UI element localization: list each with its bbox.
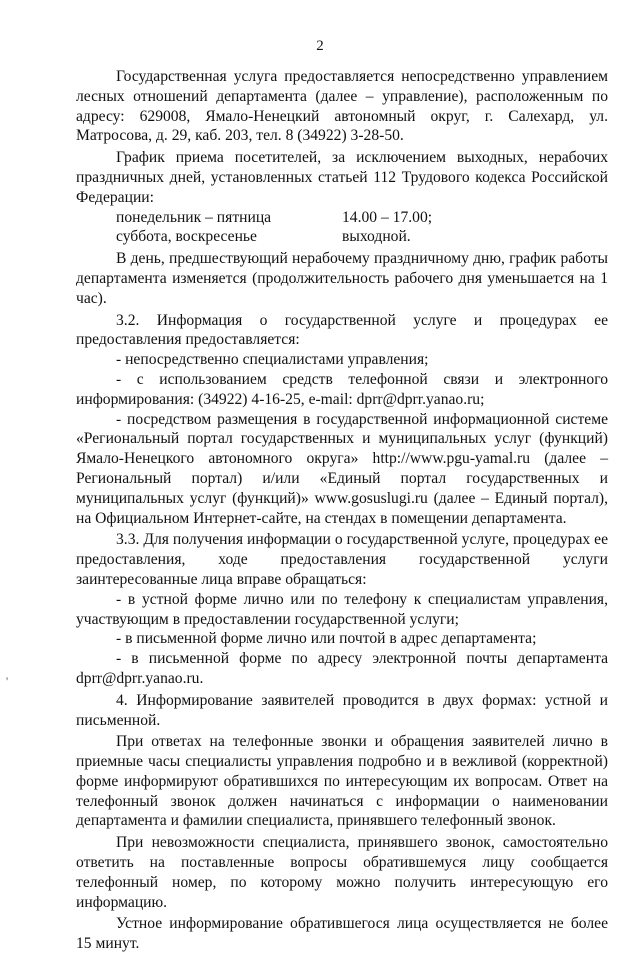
schedule-time: выходной.	[342, 228, 411, 246]
paragraph-pre-holiday: В день, предшествующий нерабочему праздничному дню, график работы департамента изменяется (продолжительность рабочего дня уменьшается на 1 час).	[76, 250, 608, 307]
paragraph-phone-answers: При ответах на телефонные звонки и обращения заявителей лично в приемные часы специалисты управления подробно и в вежливой (корректной) форме информируют обратившихся по интересующим их вопросам. Ответ на телефонный звонок должен начинаться с информации о наименовании департамента и фамилии специалиста, принявшего телефонный звонок.	[76, 733, 608, 830]
paragraph-service-provider: Государственная услуга предоставляется непосредственно управлением лесных отношений департамента (далее – управление), расположенным по адресу: 629008, Ямало-Ненецкий автономный округ, г. Салехард, ул. Матросова, д. 29, каб. 203, тел. 8 (34922) 3-28-50.	[76, 68, 608, 145]
page-number: 2	[316, 38, 324, 54]
document-body	[76, 67, 608, 954]
margin-mark: '	[6, 674, 9, 688]
list-item: - непосредственно специалистами управления;	[116, 351, 429, 369]
schedule-time: 14.00 – 17.00;	[342, 208, 433, 226]
paragraph-3-3: 3.3. Для получения информации о государственной услуге, процедурах ее предоставления, ходе предоставления государственной услуги заинтересованные лица вправе обращаться:	[76, 531, 608, 588]
schedule-row	[76, 227, 608, 247]
schedule-days: суббота, воскресенье	[116, 228, 257, 246]
paragraph-3-2: 3.2. Информация о государственной услуге и процедурах ее предоставления предоставляется:	[76, 311, 608, 349]
paragraph-redirect: При невозможности специалиста, принявшего звонок, самостоятельно ответить на поставленные вопросы обратившемуся лицу сообщается телефонный номер, по которому можно получить интересующую его информацию.	[76, 834, 608, 911]
schedule-days: понедельник – пятница	[116, 208, 272, 226]
paragraph-schedule-intro: График приема посетителей, за исключением выходных, нерабочих праздничных дней, установленных статьей 112 Трудового кодекса Российской Федерации:	[76, 149, 608, 206]
list-item: - в письменной форме лично или почтой в адрес департамента;	[116, 630, 537, 648]
paragraph-duration: Устное информирование обратившегося лица осуществляется не более 15 минут.	[76, 915, 608, 953]
schedule-table	[76, 208, 608, 248]
schedule-row	[76, 208, 608, 228]
list-item: - посредством размещения в государственной информационной системе «Региональный портал государственных и муниципальных услуг (функций) Ямало-Ненецкого автономного округа» http://www.pgu-yamal.ru (далее – Региональный портал) и/или «Единый портал государственных и муниципальных услуг (функций)» www.gosuslugi.ru (далее – Единый портал), на Официальном Интернет-сайте, на стендах в помещении департамента.	[76, 410, 608, 527]
list-item: - в письменной форме по адресу электронной почты департамента dprr@dprr.yanao.ru.	[76, 650, 608, 687]
paragraph-4: 4. Информирование заявителей проводится в двух формах: устной и письменной.	[76, 691, 608, 729]
list-item: - с использованием средств телефонной связи и электронного информирования: (34922) 4-16-25, e-mail: dprr@dprr.yanao.ru;	[76, 370, 608, 408]
list-item: - в устной форме лично или по телефону к специалистам управления, участвующим в предоставлении государственной услуги;	[76, 590, 608, 628]
